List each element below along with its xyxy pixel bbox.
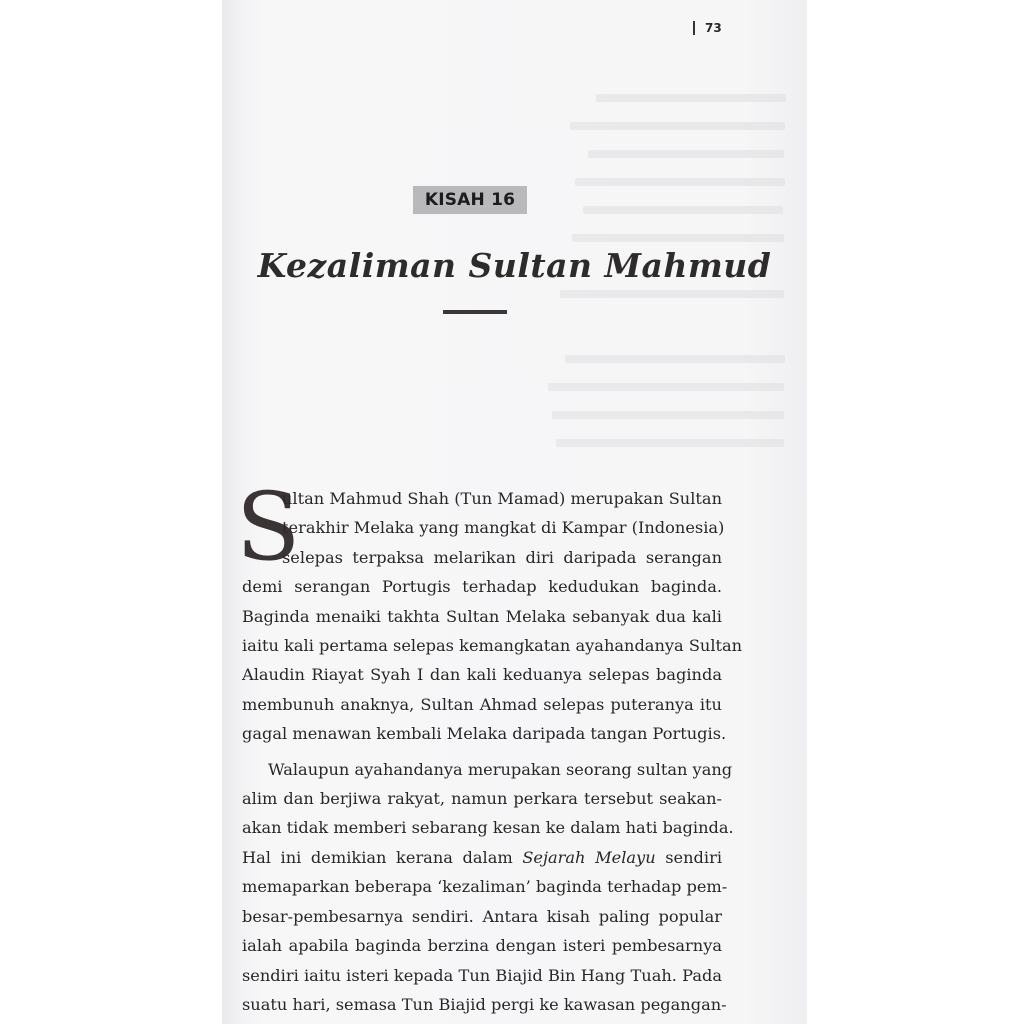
text-line: iaitu kali pertama selepas kemangkatan ayahandanya Sultan [242, 636, 743, 656]
text-line: alim dan berjiwa rakyat, namun perkara tersebut seakan- [242, 789, 722, 809]
show-through-line [572, 234, 784, 242]
left-background [0, 0, 222, 1024]
text-line: terakhir Melaka yang mangkat di Kampar (Indonesia) [282, 518, 725, 538]
chapter-title: Kezaliman Sultan Mahmud [257, 246, 772, 285]
text-line: suatu hari, semasa Tun Biajid pergi ke kawasan pegangan- [242, 994, 727, 1014]
show-through-line [596, 94, 786, 102]
text-line: membunuh anaknya, Sultan Ahmad selepas puteranya itu [242, 694, 722, 714]
text-line: ultan Mahmud Shah (Tun Mamad) merupakan Sultan [282, 489, 722, 508]
title-underline [443, 310, 507, 314]
chapter-badge: KISAH 16 [413, 186, 527, 214]
header-divider [693, 21, 695, 35]
text-line: gagal menawan kembali Melaka daripada tangan Portugis. [242, 724, 727, 744]
text-line: Alaudin Riayat Syah I dan kali keduanya selepas baginda [242, 665, 722, 685]
text-segment: Hal ini demikian kerana dalam [242, 847, 523, 867]
show-through-line [570, 122, 785, 130]
text-line: ialah apabila baginda berzina dengan isteri pembesarnya [242, 936, 722, 956]
show-through-line [552, 411, 784, 419]
drop-cap: S [236, 473, 301, 582]
show-through-line [565, 355, 785, 363]
text-line: selepas terpaksa melarikan diri daripada serangan [282, 547, 722, 567]
text-line: Baginda menaiki takhta Sultan Melaka sebanyak dua kali [242, 606, 722, 626]
text-line [242, 843, 722, 872]
text-line: sendiri iaitu isteri kepada Tun Biajid Bin Hang Tuah. Pada [242, 965, 722, 985]
text-line: akan tidak memberi sebarang kesan ke dalam hati baginda. [242, 818, 734, 838]
right-background [807, 0, 1024, 1024]
text-line: Walaupun ayahandanya merupakan seorang sultan yang [268, 759, 733, 779]
show-through-line [548, 383, 784, 391]
show-through-line [560, 290, 784, 298]
paragraph-1 [242, 484, 743, 749]
show-through-line [575, 178, 785, 186]
book-title-italic: Sejarah Melayu [522, 847, 656, 867]
show-through-line [583, 206, 783, 214]
paragraph-2 [242, 755, 734, 1020]
text-line: besar-pembesarnya sendiri. Antara kisah paling popular [242, 906, 722, 926]
show-through-line [556, 439, 784, 447]
text-line: demi serangan Portugis terhadap kedudukan baginda. [242, 577, 722, 597]
body-text [242, 484, 743, 1019]
text-line: memaparkan beberapa ‘kezaliman’ baginda terhadap pem- [242, 877, 728, 897]
show-through-line [588, 150, 784, 158]
text-segment: sendiri [655, 847, 722, 867]
page-number: 73 [705, 21, 722, 35]
